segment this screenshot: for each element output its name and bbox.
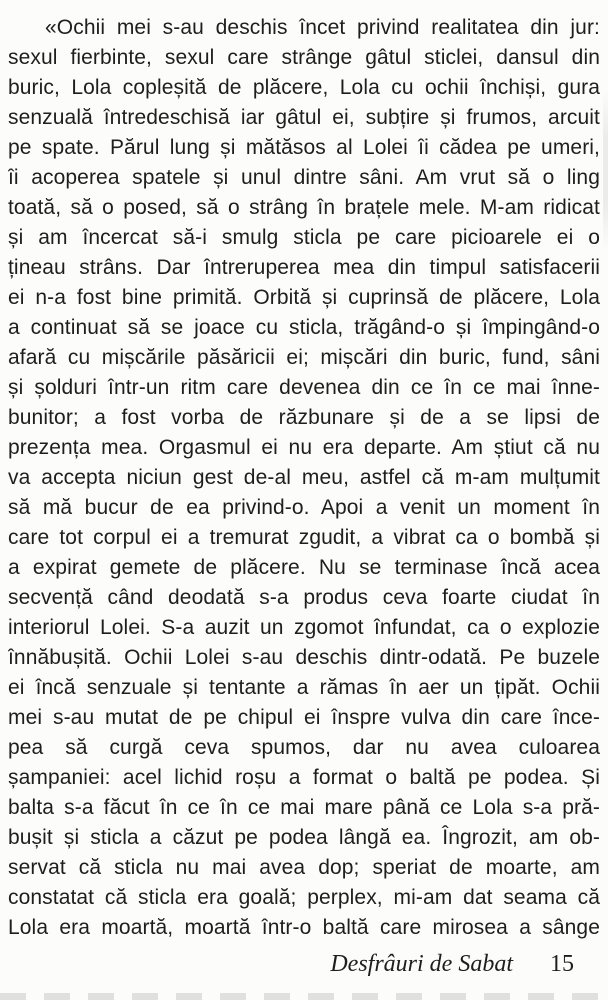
text-line: constatat că sticla era goală; perplex, mi-am dat seama că (8, 886, 600, 909)
text-line: senzuală întredeschisă iar gâtul ei, subțire și frumos, arcuit (8, 106, 600, 129)
text-line: a continuat să se joace cu sticla, trăgând-o și împingând-o (8, 316, 600, 339)
text-line: interiorul Lolei. S-a auzit un zgomot înfundat, ca o explozie (8, 616, 600, 639)
text-line: bușit și sticla a căzut pe podea lângă ea. Îngrozit, am ob- (8, 826, 600, 849)
text-line: toată, să o posed, să o strâng în brațele mele. M-am ridicat (8, 196, 600, 219)
text-line: bunitor; a fost vorba de răzbunare și de a se lipsi de (8, 406, 600, 429)
text-line: afară cu mișcările păsăricii ei; mișcări din buric, fund, sâni (8, 346, 600, 369)
text-line: servat că sticla nu mai avea dop; speriat de moarte, am (8, 856, 600, 879)
footer-book-title: Desfrâuri de Sabat (330, 951, 513, 977)
text-line: balta s-a făcut în ce în ce mai mare până ce Lola s-a pră- (8, 796, 600, 819)
text-line: îi acoperea spatele și unul dintre sâni. Am vrut să o ling (8, 166, 600, 189)
text-line: buric, Lola copleșită de plăcere, Lola cu ochii închiși, gura (8, 76, 600, 99)
scan-right-edge-artifact (603, 90, 608, 250)
text-line: a expirat gemete de plăcere. Nu se terminase încă acea (8, 556, 600, 579)
text-line: sexul fierbinte, sexul care strânge gâtul sticlei, dansul din (8, 46, 600, 69)
text-line: va accepta niciun gest de-al meu, astfel că m-am mulțumit (8, 466, 600, 489)
text-line: secvență când deodată s-a produs ceva foarte ciudat în (8, 586, 600, 609)
text-line: să mă bucur de ea privind-o. Apoi a venit un moment în (8, 496, 600, 519)
text-line: care tot corpul ei a tremurat zgudit, a vibrat ca o bombă și (8, 526, 600, 549)
text-line: șampaniei: acel lichid roșu a format o baltă pe podea. Și (8, 766, 600, 789)
page-footer (0, 951, 574, 978)
text-line: «Ochii mei s-au deschis încet privind realitatea din jur: (45, 16, 600, 39)
footer-page-number: 15 (550, 951, 574, 977)
text-line: pea să curgă ceva spumos, dar nu avea culoarea (8, 736, 600, 759)
text-line: pe spate. Părul lung și mătăsos al Lolei îi cădea pe umeri, (8, 136, 600, 159)
text-line: Lola era moartă, moartă într-o baltă care mirosea a sânge (8, 916, 600, 939)
scan-bottom-edge-artifact (0, 993, 608, 1000)
text-line: ei încă senzuale și tentante a rămas în aer un țipăt. Ochii (8, 676, 600, 699)
text-line: mei s-au mutat de pe chipul ei înspre vulva din care înce- (8, 706, 600, 729)
text-line: țineau strâns. Dar întreruperea mea din timpul satisfacerii (8, 256, 600, 279)
text-line: și am încercat să-i smulg sticla pe care picioarele ei o (8, 226, 600, 249)
body-text (8, 13, 600, 943)
text-line: ei n-a fost bine primită. Orbită și cuprinsă de plăcere, Lola (8, 286, 600, 309)
text-line: înnăbușită. Ochii Lolei s-au deschis dintr-odată. Pe buzele (8, 646, 600, 669)
text-line: prezența mea. Orgasmul ei nu era departe. Am știut că nu (8, 436, 600, 459)
text-line: și șolduri într-un ritm care devenea din ce în ce mai înne- (8, 376, 600, 399)
